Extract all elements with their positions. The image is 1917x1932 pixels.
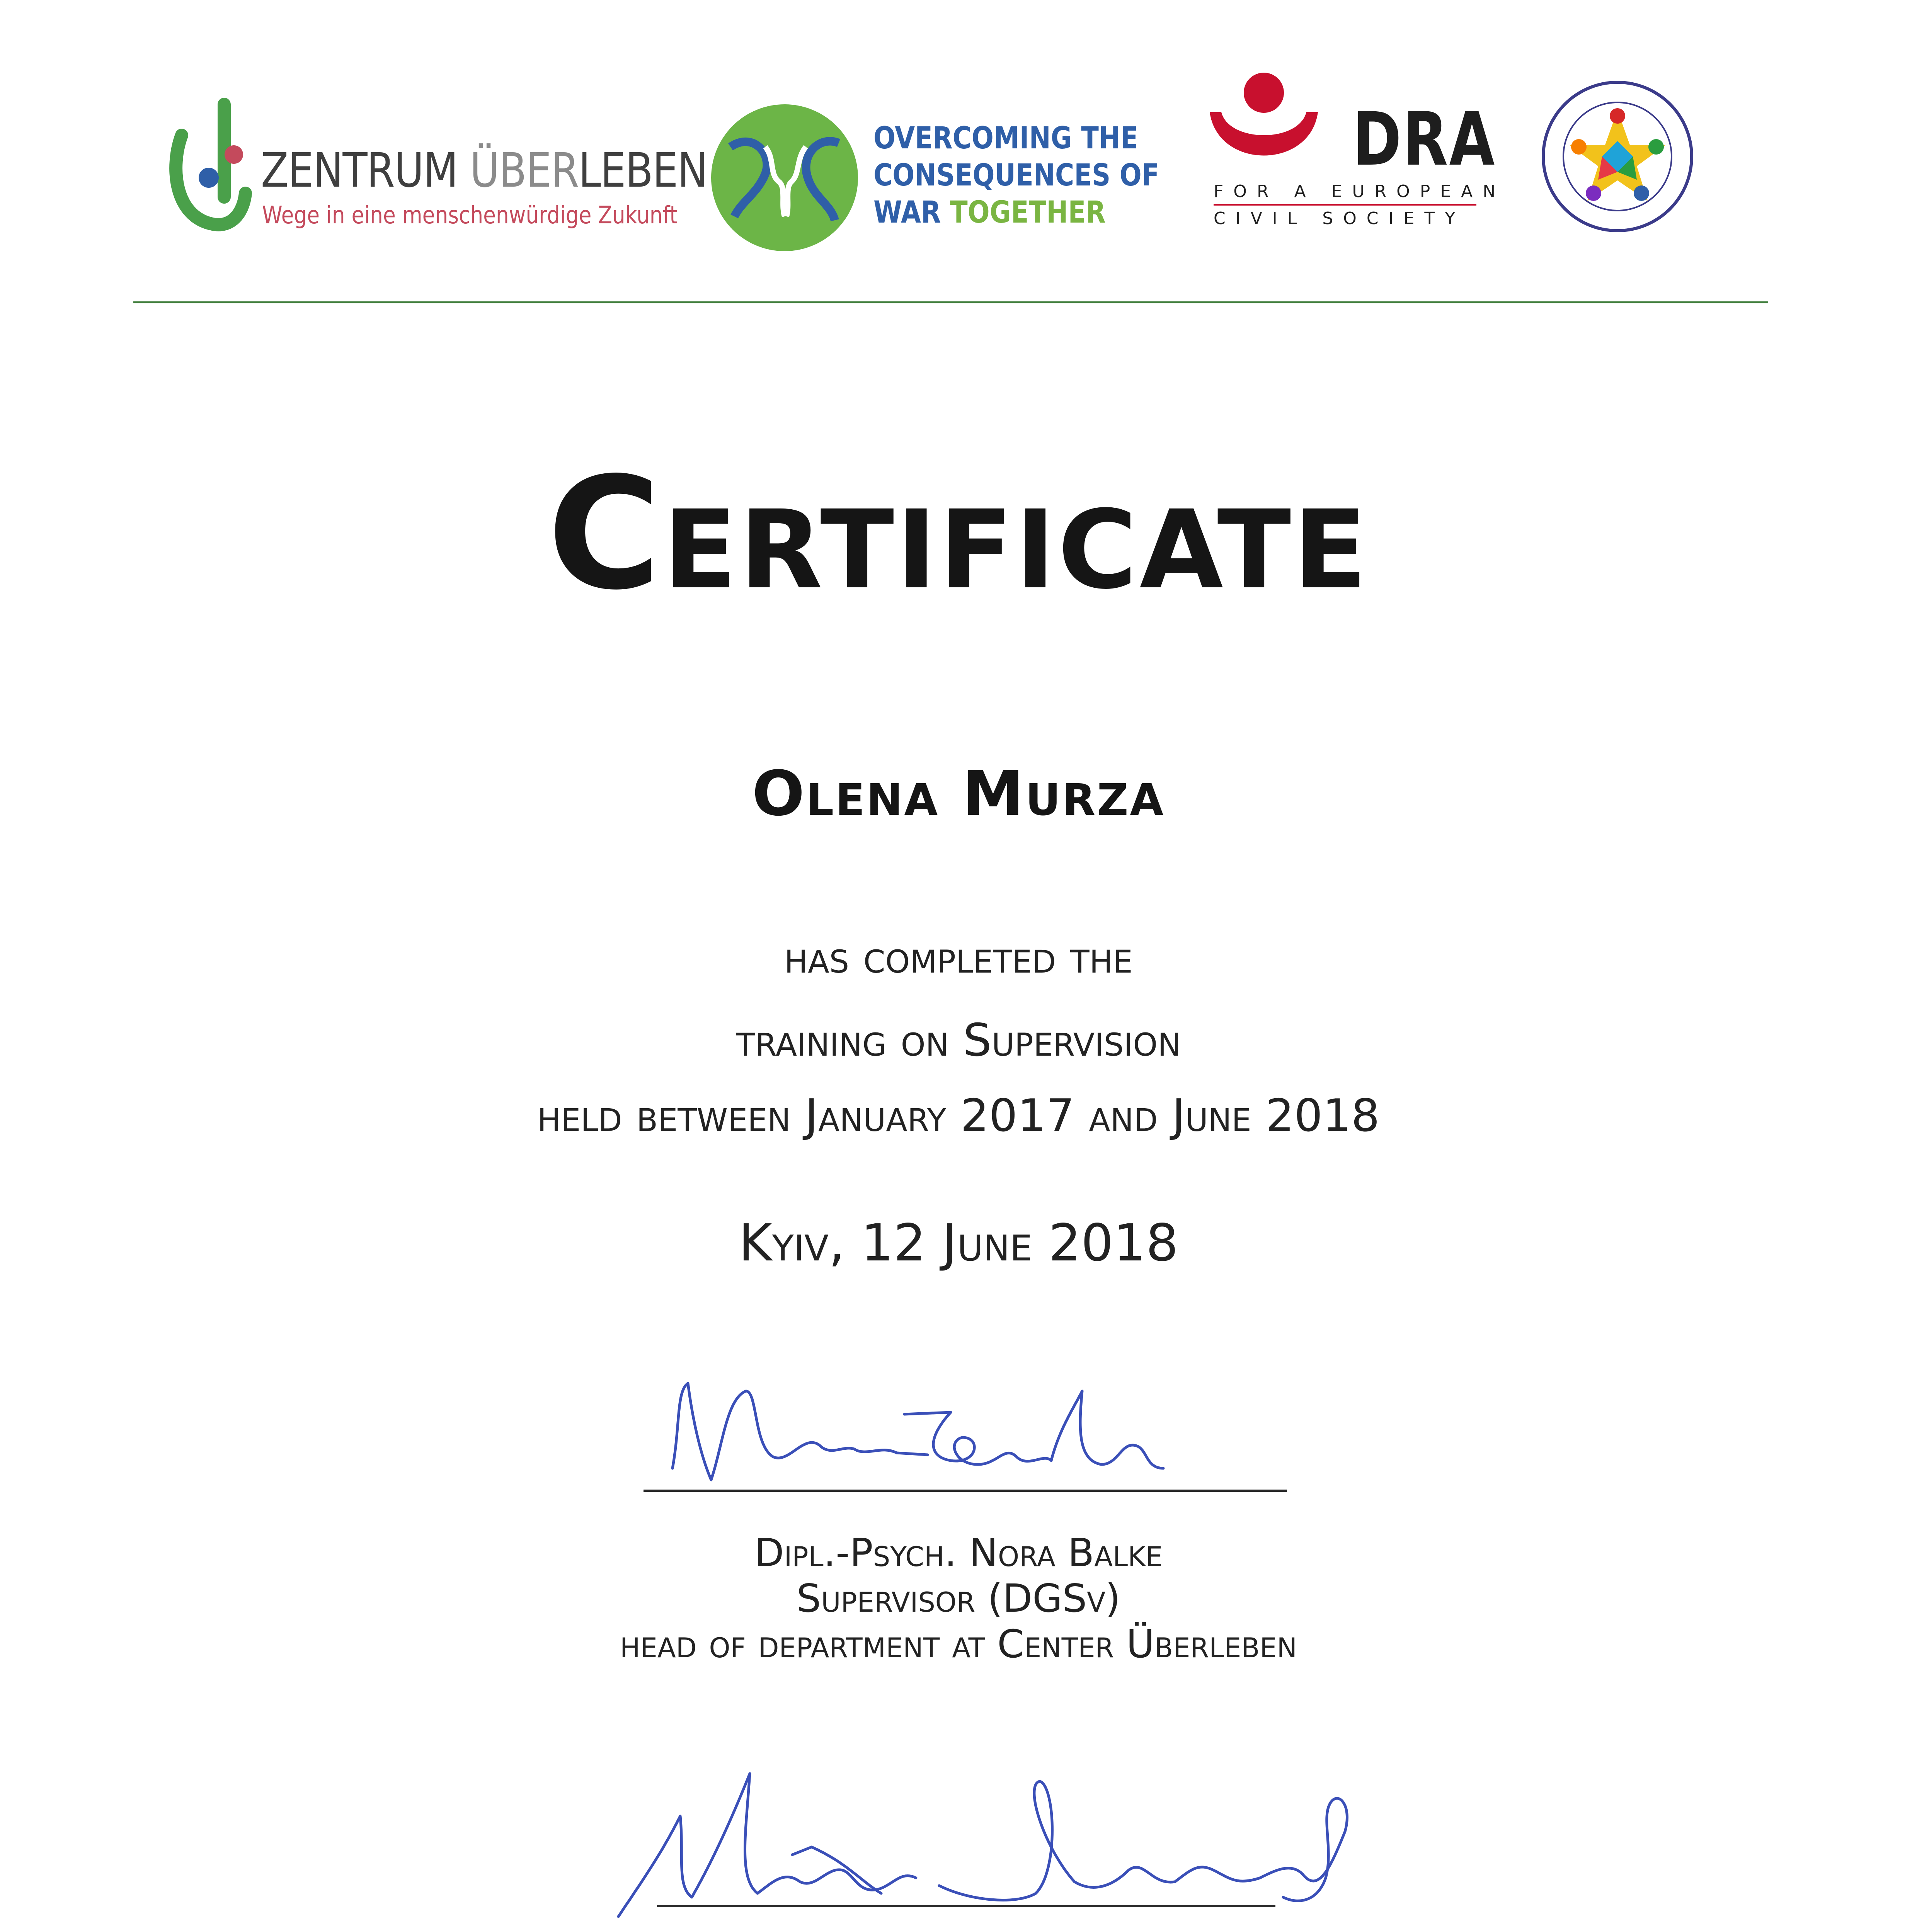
overcoming-war-text: OVERCOMING THE CONSEQUENCES OF WAR TOGETHER	[873, 121, 1159, 230]
signature-line-2	[657, 1905, 1275, 1907]
dra-line-2: CIVIL SOCIETY	[1214, 209, 1466, 228]
completion-line: has completed the	[784, 931, 1133, 983]
signature-maria-slesazeck	[611, 1754, 1403, 1924]
training-line: training on Supervision	[736, 1014, 1181, 1066]
signature-nora-balke	[657, 1368, 1237, 1499]
dra-logo	[1206, 70, 1506, 247]
place-date: Kyiv, 12 June 2018	[739, 1213, 1178, 1273]
globe-faces-icon	[707, 100, 862, 255]
header-divider	[133, 301, 1768, 303]
signatory-1-title: Supervisor (DGSv)	[796, 1576, 1121, 1621]
signatory-1-role: head of department at Center Überleben	[620, 1621, 1297, 1667]
zentrum-mark-icon	[166, 97, 255, 236]
dra-divider	[1214, 204, 1476, 206]
signatory-1-block	[0, 1530, 1917, 1667]
dra-line-1: FOR A EUROPEAN	[1214, 182, 1506, 201]
period-line: held between January 2017 and June 2018	[537, 1090, 1380, 1142]
ngo-emblem-icon	[1540, 79, 1695, 234]
signatory-1-name: Dipl.-Psych. Nora Balke	[754, 1530, 1163, 1575]
recipient-name: Olena Murza	[752, 757, 1165, 830]
overcoming-war-logo	[707, 100, 1163, 255]
zentrum-ueberleben-logo	[166, 89, 707, 243]
dra-mark-icon	[1206, 70, 1345, 178]
country-of-free-people-emblem	[1540, 79, 1695, 234]
zentrum-name: ZENTRUM ÜBERLEBEN	[261, 143, 707, 198]
zentrum-tagline: Wege in eine menschenwürdige Zukunft	[262, 201, 678, 229]
signature-line-1	[644, 1490, 1287, 1492]
certificate-title: Certificate	[547, 444, 1370, 624]
dra-name: DRA	[1353, 97, 1496, 182]
